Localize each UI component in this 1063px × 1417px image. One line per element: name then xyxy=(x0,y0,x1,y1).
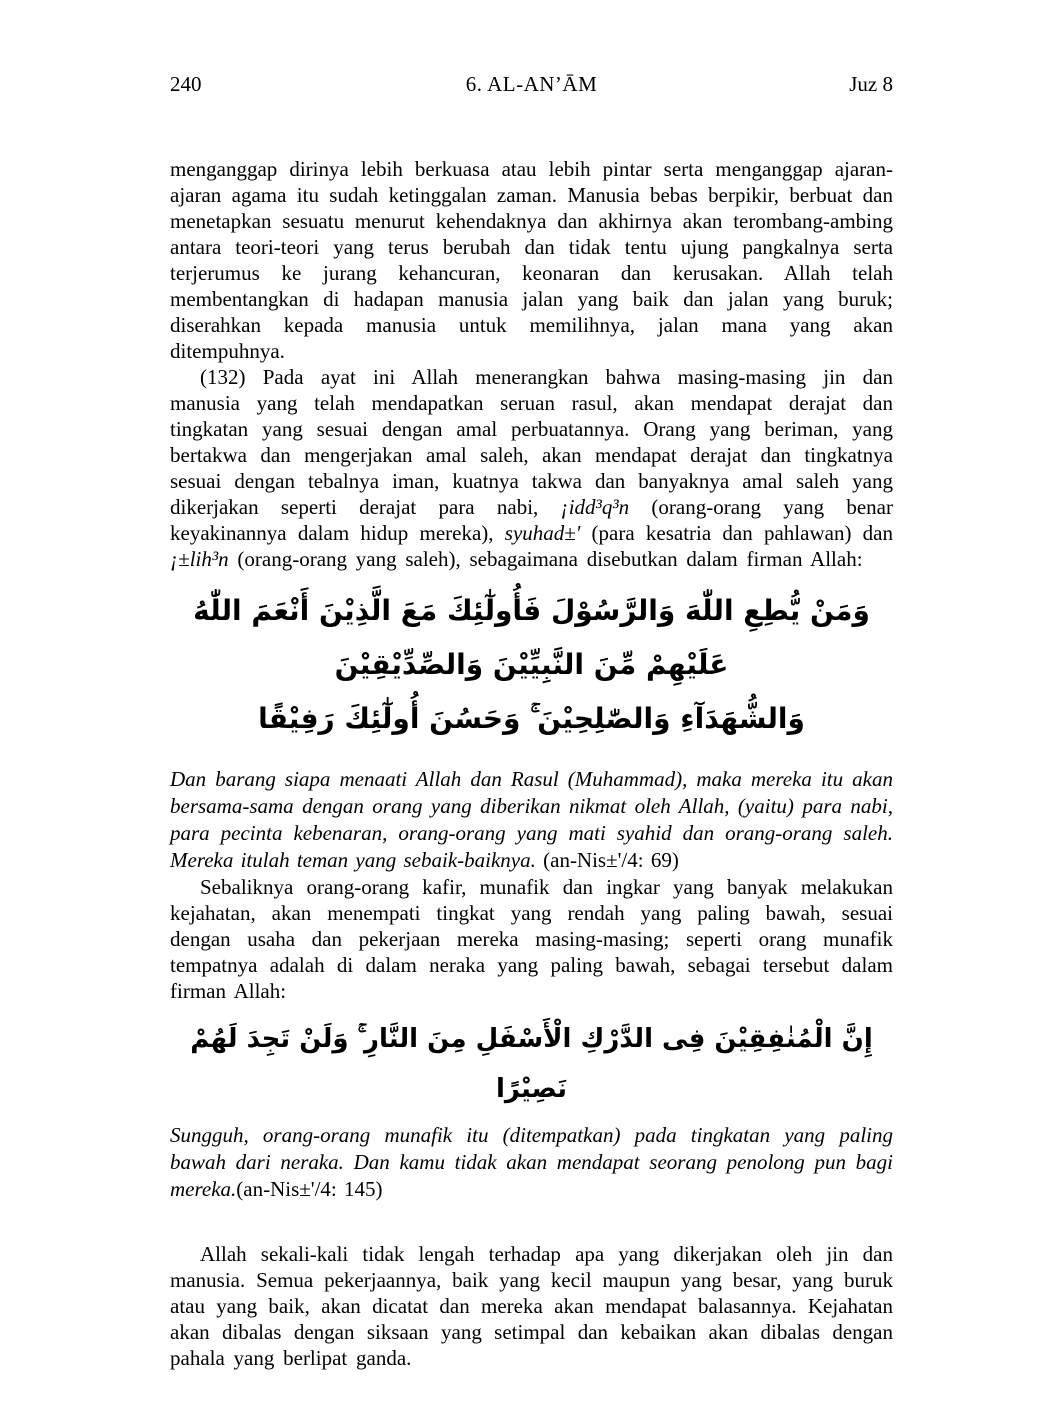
surah-title: 6. AL-AN’ĀM xyxy=(465,72,598,96)
verse-reference: (an-Nis±'/4: 145) xyxy=(236,1177,383,1201)
arabic-verse-annisa-69 xyxy=(170,584,893,746)
transliteration-term: ¡idd³q³n xyxy=(560,495,630,519)
transliteration-term: syuhad±' xyxy=(504,521,581,545)
verse-translation-annisa-69 xyxy=(170,766,893,874)
arabic-verse-line: وَالشُّهَدَآءِ وَالصّٰلِحِيْنَ ۚ وَحَسُنَ أُولٰٓئِكَ رَفِيْقًا xyxy=(258,702,805,735)
transliteration-term: ¡±lih³n xyxy=(170,547,229,571)
paragraph-sebaliknya: Sebaliknya orang-orang kafir, munafik dan ingkar yang banyak melakukan kejahatan, akan menempati tingkat yang rendah yang paling bawah, sesuai dengan usaha dan pekerjaan mereka masing-masing; seperti orang munafik tempatnya adalah di dalam neraka yang paling bawah, sebagai tersebut dalam firman Allah: xyxy=(170,875,893,1003)
paragraph-text: (orang-orang yang benar keyakinannya dalam hidup mereka), xyxy=(170,495,893,545)
arabic-verse-annisa-145 xyxy=(170,1014,893,1114)
verse-reference: (an-Nis±'/4: 69) xyxy=(543,848,679,872)
arabic-verse-line: وَمَنْ يُّطِعِ اللّٰهَ وَالرَّسُوْلَ فَأُولٰٓئِكَ مَعَ الَّذِيْنَ أَنْعَمَ اللّٰهُ عَلَيْهِمْ مِّنَ النَّبِيِّيْنَ وَالصِّدِّيْقِيْنَ xyxy=(193,594,870,681)
page-number: 240 xyxy=(170,72,202,96)
paragraph-text: (orang-orang yang saleh), sebagaimana disebutkan dalam firman Allah: xyxy=(228,547,863,571)
paragraph-text: (132) Pada ayat ini Allah menerangkan bahwa masing-masing jin dan manusia yang telah mendapatkan seruan rasul, akan mendapat derajat dan tingkatan yang sesuai dengan amal perbuatannya. Orang yang beriman, yang bertakwa dan mengerjakan amal saleh, akan mendapat derajat dan tingkatnya sesuai dengan tebalnya iman, kuatnya takwa dan banyaknya amal saleh yang dikerjakan seperti derajat para nabi, xyxy=(170,365,893,519)
translation-text: Dan barang siapa menaati Allah dan Rasul (Muhammad), maka mereka itu akan bersama-sama dengan orang yang diberikan nikmat oleh Allah, (yaitu) para nabi, para pecinta kebenaran, orang-orang yang mati syahid dan orang-orang saleh. Mereka itulah teman yang sebaik-baiknya. xyxy=(170,767,893,872)
paragraph-closing: Allah sekali-kali tidak lengah terhadap apa yang dikerjakan oleh jin dan manusia. Semua pekerjaannya, baik yang kecil maupun yang besar, yang buruk atau yang baik, akan dicatat dan mereka akan mendapat balasannya. Kejahatan akan dibalas dengan siksaan yang setimpal dan kebaikan akan dibalas dengan pahala yang berlipat ganda. xyxy=(170,1242,893,1370)
paragraph-intro: menganggap dirinya lebih berkuasa atau lebih pintar serta menganggap ajaran-ajaran agama itu sudah ketinggalan zaman. Manusia bebas berpikir, berbuat dan menetapkan sesuatu menurut kehendaknya dan akhirnya akan terombang-ambing antara teori-teori yang terus berubah dan tidak tentu ujung pangkalnya serta terjerumus ke jurang kehancuran, keonaran dan kerusakan. Allah telah membentangkan di hadapan manusia jalan yang baik dan jalan yang buruk; diserahkan kepada manusia untuk memilihnya, jalan mana yang akan ditempuhnya. xyxy=(170,157,893,363)
juz-label: Juz 8 xyxy=(849,72,893,96)
paragraph-text: (para kesatria dan pahlawan) dan xyxy=(580,521,894,545)
running-header xyxy=(170,72,893,96)
arabic-verse-line: إِنَّ الْمُنٰفِقِيْنَ فِى الدَّرْكِ الْأَسْفَلِ مِنَ النَّارِ ۚ وَلَنْ تَجِدَ لَهُمْ نَصِيْرًا xyxy=(190,1024,873,1104)
translation-text: Sungguh, orang-orang munafik itu (ditempatkan) pada tingkatan yang paling bawah dari neraka. Dan kamu tidak akan mendapat seorang penolong pun bagi mereka. xyxy=(170,1123,893,1201)
paragraph-ayat-132 xyxy=(170,364,893,572)
verse-translation-annisa-145 xyxy=(170,1122,893,1203)
